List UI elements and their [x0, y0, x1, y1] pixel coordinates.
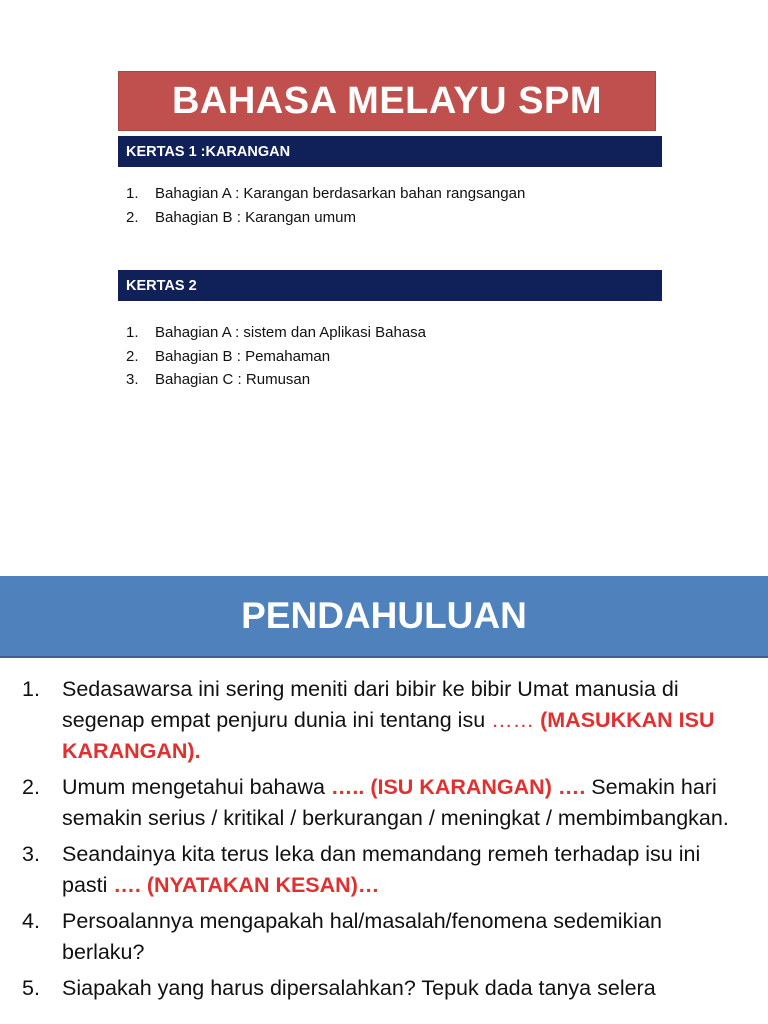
list-item [22, 906, 742, 968]
list-number: 4. [22, 909, 40, 933]
kertas-2-header: KERTAS 2 [118, 270, 662, 301]
list-text: Bahagian A : sistem dan Aplikasi Bahasa [155, 324, 427, 341]
list-text-plain: Seandainya kita terus leka dan memandang remeh terhadap isu ini pasti [62, 842, 701, 897]
slide-title: BAHASA MELAYU SPM [118, 71, 656, 131]
list-number: 1. [22, 677, 40, 701]
list-item [126, 345, 426, 369]
list-item [22, 973, 742, 1004]
list-number: 2. [126, 347, 139, 365]
list-number: 1. [126, 324, 139, 341]
list-number: 5. [22, 976, 40, 1000]
list-text: Bahagian A : Karangan berdasarkan bahan rangsangan [155, 185, 526, 202]
list-text-red-bold: ….. (ISU KARANGAN) …. [330, 775, 586, 799]
slide-2 [0, 576, 768, 1024]
pendahuluan-list [22, 674, 742, 1009]
kertas-2-list [126, 321, 426, 392]
list-number: 2. [22, 775, 40, 799]
list-text-red: …… [491, 708, 541, 732]
list-text-red-bold: (MASUKKAN ISU KARANGAN). [62, 708, 715, 763]
list-item [22, 674, 742, 767]
kertas-1-list [126, 182, 525, 229]
list-text: Bahagian B : Karangan umum [155, 208, 356, 226]
list-item [126, 321, 426, 345]
list-text [62, 674, 742, 767]
list-text-tail: Semakin hari semakin serius / kritikal / berkurangan / meningkat / membimbangkan. [62, 775, 729, 830]
list-text [62, 973, 742, 1004]
list-text: Bahagian B : Pemahaman [155, 347, 331, 365]
list-text [62, 772, 742, 834]
list-item [126, 206, 525, 230]
list-number: 2. [126, 208, 139, 226]
list-text-plain: Umum mengetahui bahawa [62, 775, 331, 799]
kertas-1-header: KERTAS 1 :KARANGAN [118, 136, 662, 167]
list-text-plain: Siapakah yang harus dipersalahkan? Tepuk dada tanya selera [62, 976, 656, 1000]
list-text-red-bold: …. (NYATAKAN KESAN)… [113, 873, 380, 897]
list-item [22, 772, 742, 834]
list-item [126, 182, 525, 206]
list-text-plain: Persoalannya mengapakah hal/masalah/fenomena sedemikian berlaku? [62, 909, 662, 964]
list-number: 3. [22, 842, 40, 866]
list-item [126, 368, 426, 392]
list-text [62, 839, 742, 901]
pendahuluan-title: PENDAHULUAN [0, 576, 768, 658]
list-text-plain: Sedasawarsa ini sering meniti dari bibir ke bibir Umat manusia di segenap empat penjuru dunia ini tentang isu [62, 677, 679, 732]
list-item [22, 839, 742, 901]
list-text: Bahagian C : Rumusan [155, 371, 311, 388]
list-text [62, 906, 742, 968]
list-number: 3. [126, 371, 139, 388]
list-number: 1. [126, 185, 139, 202]
